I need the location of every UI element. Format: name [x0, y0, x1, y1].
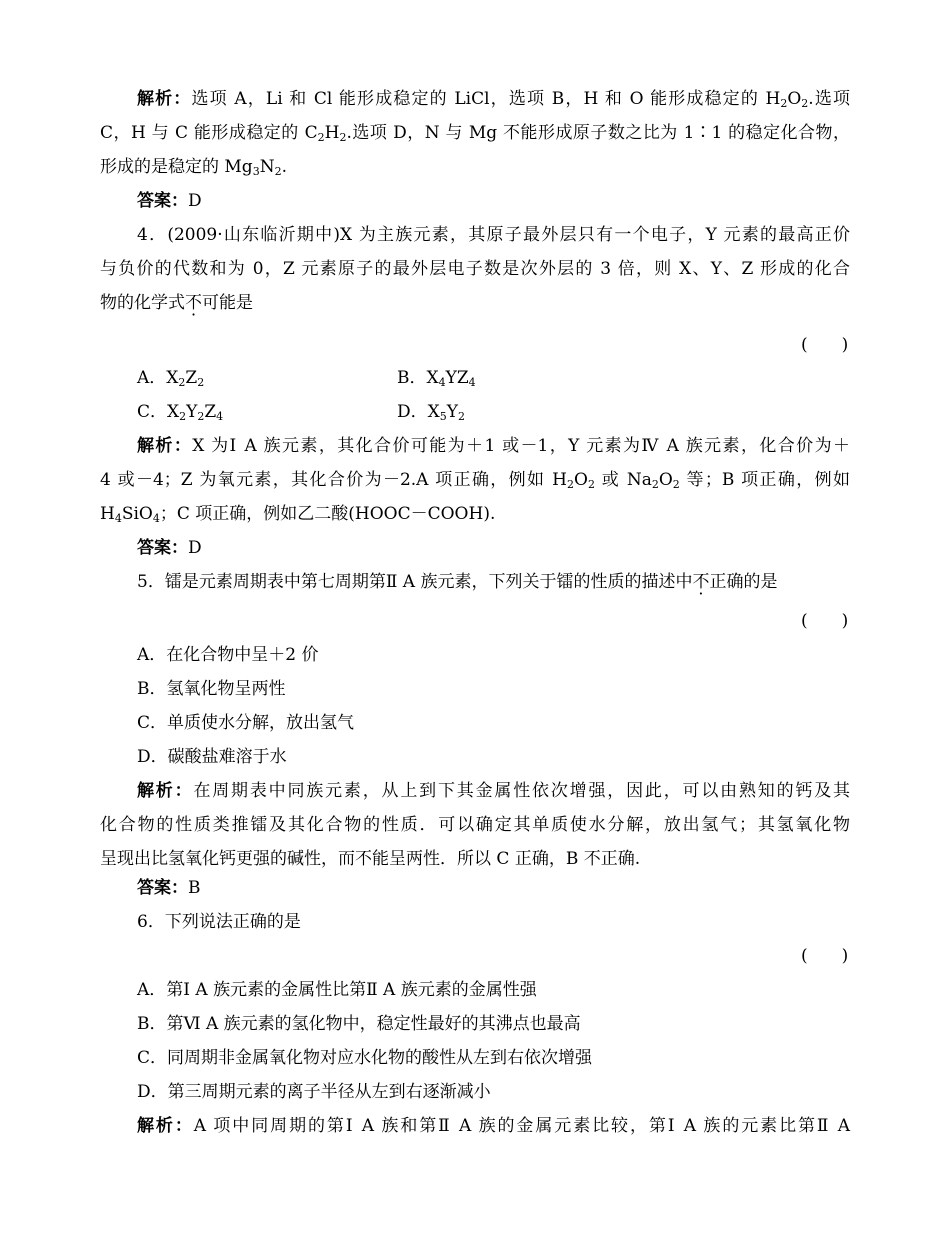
analysis-label: 解析： — [137, 1116, 194, 1136]
q4-stem-line-3: 物的化学式不可能是 — [100, 293, 253, 313]
q4-stem-line-1: 4．(2009·山东临沂期中)X 为主族元素，其原子最外层只有一个电子，Y 元素的最高正价 — [137, 225, 850, 245]
q3-analysis-line-2: C，H 与 C 能形成稳定的 $C_2H_2$.选项 D，N 与 Mg 不能形成原子数之比为 1∶1 的稳定化合物， — [100, 123, 850, 144]
q4-stem-line-2: 与负价的代数和为 0，Z 元素原子的最外层电子数是次外层的 3 倍，则 X、Y、Z 形成的化合 — [100, 259, 850, 279]
q6-analysis-line-1: 解析：A 项中同周期的第Ⅰ A 族和第Ⅱ A 族的金属元素比较，第Ⅰ A 族的元素比第Ⅱ A — [137, 1116, 851, 1136]
q6-stem: 6．下列说法正确的是 — [137, 912, 301, 932]
q3-analysis-line-3: 形成的是稳定的 $Mg_3N_2$. — [100, 157, 287, 178]
q4-answer: 答案：D — [137, 538, 202, 558]
q5-analysis-line-3: 呈现出比氢氧化钙更强的碱性，而不能呈两性．所以 C 正确，B 不正确. — [100, 849, 641, 869]
q3-answer: 答案：D — [137, 191, 202, 211]
analysis-label: 解析： — [137, 436, 193, 456]
analysis-label: 解析： — [137, 89, 192, 109]
answer-label: 答案： — [137, 191, 188, 211]
answer-label: 答案： — [137, 538, 188, 558]
q4-analysis-line-3: $H_4SiO_4$；C 项正确，例如乙二酸(HOOC－COOH). — [100, 504, 496, 525]
q3-analysis-line-1: 解析：选项 A，Li 和 Cl 能形成稳定的 LiCl，选项 B，H 和 O 能形成稳定的 $H_2O_2$.选项 — [137, 89, 851, 110]
q4-option-c: C．$X_2Y_2Z_4$ — [137, 402, 224, 423]
q6-option-a: A．第Ⅰ A 族元素的金属性比第Ⅱ A 族元素的金属性强 — [137, 980, 537, 1000]
q5-analysis-line-1: 解析：在周期表中同族元素，从上到下其金属性依次增强，因此，可以由熟知的钙及其 — [137, 781, 851, 801]
q4-answer-paren: ( ) — [801, 335, 849, 355]
q5-answer-paren: ( ) — [801, 611, 849, 631]
q4-analysis-line-2: 4 或－4；Z 为氧元素，其化合价为－2.A 项正确，例如 $H_2O_2$ 或 $Na_2O_2$ 等；B 项正确，例如 — [100, 470, 850, 491]
q4-option-a: A．$X_2Z_2$ — [137, 368, 205, 389]
analysis-label: 解析： — [137, 781, 194, 801]
q6-answer-paren: ( ) — [801, 946, 849, 966]
q6-option-c: C．同周期非金属氧化物对应水化物的酸性从左到右依次增强 — [137, 1048, 593, 1068]
q5-option-d: D．碳酸盐难溶于水 — [137, 747, 287, 767]
q6-option-b: B．第Ⅵ A 族元素的氢化物中，稳定性最好的其沸点也最高 — [137, 1014, 581, 1034]
q5-option-b: B．氢氧化物呈两性 — [137, 679, 286, 699]
q4-option-d: D．$X_5Y_2$ — [397, 402, 465, 423]
q4-analysis-line-1: 解析：X 为Ⅰ A 族元素，其化合价可能为＋1 或－1，Y 元素为Ⅳ A 族元素，化合价为＋ — [137, 436, 850, 456]
q5-stem: 5．镭是元素周期表中第七周期第Ⅱ A 族元素，下列关于镭的性质的描述中不正确的是 — [137, 572, 778, 592]
answer-label: 答案： — [137, 878, 188, 898]
q4-option-b: B．$X_4YZ_4$ — [397, 368, 476, 389]
q5-option-c: C．单质使水分解，放出氢气 — [137, 713, 355, 733]
q5-answer: 答案：B — [137, 878, 201, 898]
emphasis-dot-char: 不 — [185, 293, 202, 313]
q5-option-a: A．在化合物中呈＋2 价 — [137, 645, 319, 665]
q5-analysis-line-2: 化合物的性质类推镭及其化合物的性质．可以确定其单质使水分解，放出氢气；其氢氧化物 — [100, 815, 850, 835]
emphasis-dot-char: 不 — [692, 572, 710, 592]
q6-option-d: D．第三周期元素的离子半径从左到右逐渐减小 — [137, 1082, 491, 1102]
